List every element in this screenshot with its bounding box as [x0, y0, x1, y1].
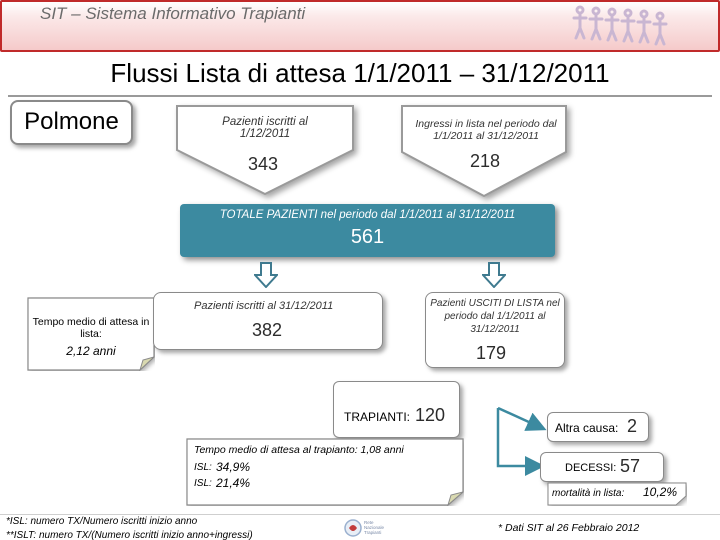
usciti-value: 179 — [476, 343, 507, 363]
mortalita-label: mortalità in lista: — [552, 488, 625, 499]
tempo-medio-value: 2,12 anni — [66, 344, 116, 358]
decessi-value: 57 — [620, 456, 641, 476]
people-logo-icon — [572, 2, 672, 48]
decessi-label: DECESSI: — [565, 462, 617, 474]
trapianti-value: 120 — [415, 405, 446, 425]
ingressi-label: Ingressi in lista nel periodo dal 1/1/2011 al 31/12/2011 — [415, 118, 557, 142]
altra-causa-value: 2 — [627, 416, 638, 436]
organ-label: Polmone — [10, 100, 133, 145]
isl-value: 34,9% — [216, 460, 251, 474]
tempo-medio-label: Tempo medio di attesa in lista: — [32, 316, 150, 340]
isl2-label: ISL: — [194, 478, 212, 489]
islt-footnote: **ISLT: numero TX/(Numero iscritti inizio anno+ingressi) — [6, 530, 253, 540]
rete-trapianti-logo-icon — [343, 518, 363, 538]
isl-footnote: *ISL: numero TX/Numero iscritti inizio anno — [6, 516, 198, 527]
page-title: Flussi Lista di attesa 1/1/2011 – 31/12/2011 — [110, 58, 610, 88]
ingressi-value: 218 — [470, 151, 501, 171]
trapianti-label: TRAPIANTI: — [344, 410, 411, 424]
iscritti-value: 343 — [248, 154, 279, 174]
iscritti-label: Pazienti iscritti al 1/12/2011 — [222, 116, 308, 140]
logo-text: Rete Nazionale Trapianti — [364, 520, 385, 535]
iscritti-fine-label: Pazienti iscritti al 31/12/2011 — [194, 300, 334, 312]
mortalita-value: 10,2% — [643, 485, 678, 499]
down-arrow-icon — [482, 262, 506, 288]
totale-value: 561 — [350, 226, 385, 248]
usciti-label: Pazienti USCITI DI LISTA nel periodo dal 1/1/2011 al 31/12/2011 — [430, 298, 560, 335]
isl2-value: 21,4% — [216, 476, 251, 490]
down-arrow-icon — [254, 262, 278, 288]
altra-causa-label: Altra causa: — [555, 421, 619, 435]
isl-label: ISL: — [194, 462, 212, 473]
data-source: * Dati SIT al 26 Febbraio 2012 — [498, 522, 640, 534]
tempo-trapianto-label: Tempo medio di attesa al trapianto: 1,08 anni — [194, 444, 404, 456]
header-title: SIT – Sistema Informativo Trapianti — [40, 4, 306, 23]
iscritti-fine-value: 382 — [252, 320, 283, 340]
title-divider — [8, 95, 712, 97]
totale-label: TOTALE PAZIENTI nel periodo dal 1/1/2011 al 31/12/2011 — [219, 209, 516, 221]
